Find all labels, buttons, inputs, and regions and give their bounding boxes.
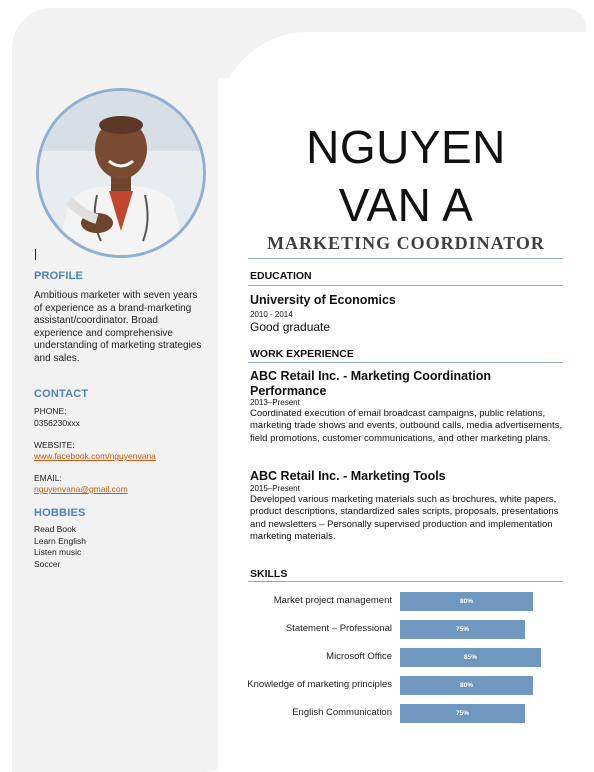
education-note: Good graduate: [250, 320, 331, 334]
divider: [248, 258, 563, 259]
skills-heading: SKILLS: [250, 568, 288, 580]
skill-value-label: 80%: [459, 598, 473, 605]
job-description-2: Developed various marketing materials such as brochures, white papers, product descriptions, standardized sales scripts, proposals, presentations and newsletters – Personally supervised production and implementation marketing materials.: [250, 494, 559, 543]
name-line-2: VAN A: [338, 179, 474, 231]
contact-heading: CONTACT: [34, 388, 89, 400]
hobby-item: Learn English: [34, 535, 86, 546]
skill-label: English Communication: [292, 707, 392, 718]
phone-value: 0356230xxx: [34, 418, 80, 428]
profile-heading: PROFILE: [34, 270, 84, 282]
name-line-1: NGUYEN: [306, 121, 506, 173]
skill-label: Knowledge of marketing principles: [247, 679, 392, 690]
email-label: EMAIL:: [34, 473, 62, 483]
candidate-name: [248, 118, 564, 234]
education-heading: EDUCATION: [250, 270, 312, 282]
hobbies-heading: HOBBIES: [34, 507, 86, 519]
email-link[interactable]: nguyenvana@gmail.com: [34, 484, 128, 494]
phone-label: PHONE:: [34, 406, 67, 416]
job-dates-2: 2015–Present: [250, 484, 300, 493]
hobby-item: Soccer: [34, 558, 61, 569]
skill-value-label: 75%: [455, 710, 469, 717]
skill-value-label: 85%: [463, 654, 477, 661]
sidebar-background-bottom: [12, 700, 242, 772]
skill-label: Statement – Professional: [285, 623, 392, 634]
skill-label: Market project management: [273, 595, 392, 606]
skill-label: Microsoft Office: [326, 651, 392, 662]
hobby-item: Read Book: [34, 524, 77, 534]
job-description-1: Coordinated execution of email broadcast campaigns, public relations, marketing trade shows and events, outbound calls, media advertisements, field promotions, customer communications, and other marketing plans.: [250, 408, 563, 444]
job-title-2: ABC Retail Inc. - Marketing Tools: [250, 469, 446, 483]
experience-heading: WORK EXPERIENCE: [250, 348, 354, 360]
job-title-1: ABC Retail Inc. - Marketing Coordination Performance: [250, 369, 491, 398]
website-link[interactable]: www.facebook.com/nguyenvana: [34, 451, 156, 461]
education-dates: 2010 - 2014: [250, 310, 293, 319]
hobby-item: Listen music: [34, 547, 82, 557]
divider: [248, 581, 563, 582]
school-name: University of Economics: [250, 293, 396, 307]
hobbies-list: [34, 524, 86, 570]
divider: [248, 362, 563, 363]
divider: [248, 285, 563, 286]
person-photo-icon: [39, 91, 203, 255]
skill-value-label: 80%: [459, 682, 473, 689]
profile-text: Ambitious marketer with seven years of experience as a brand-marketing assistant/coordinator. Broad experience and comprehensive understanding of marketing strategies and sales.: [34, 290, 202, 364]
job-dates-1: 2013–Present: [250, 398, 300, 407]
skill-value-label: 75%: [455, 626, 469, 633]
profile-photo: [36, 88, 206, 258]
website-label: WEBSITE:: [34, 440, 75, 450]
job-title: MARKETING COORDINATOR: [267, 233, 545, 253]
text-cursor: [35, 249, 36, 260]
